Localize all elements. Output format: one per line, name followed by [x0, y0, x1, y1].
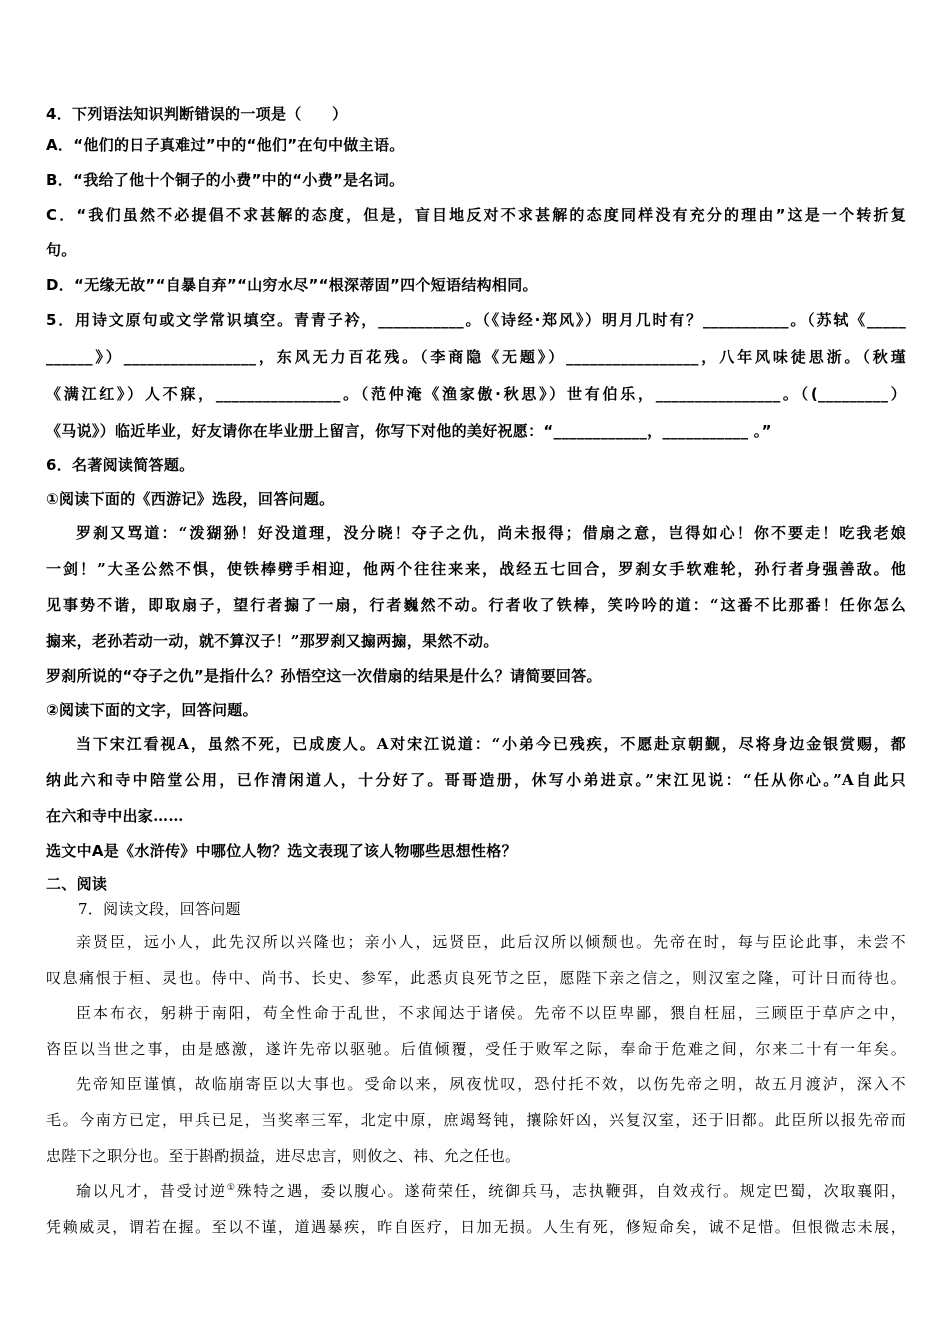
q5-line1: 5．用诗文原句或文学常识填空。青青子衿，___________。（《诗经·郑风》）明月几时有？___________。（苏轼《_____	[46, 311, 906, 329]
q6-part2-passage-line3: 在六和寺中出家……	[46, 807, 184, 825]
q5-line3: 《满江红》）人不寐，________________。（范仲淹《渔家傲·秋思》）世有伯乐，________________。（(_________）	[46, 385, 906, 403]
q7-passage-line6: 毛。今南方已定，甲兵已足，当奖率三军，北定中原，庶竭驽钝，攘除奸凶，兴复汉室，还于旧都。此臣所以报先帝而	[46, 1111, 906, 1129]
q6-stem: 6．名著阅读简答题。	[46, 456, 195, 474]
q5-line2: ______》）_________________，东风无力百花残。（李商隐《无题》）_________________，八年风味徒思浙。（秋瑾	[46, 348, 906, 366]
q7-line8-part-a: 瑜以凡才，昔受讨逆	[76, 1182, 227, 1200]
q6-part2-passage-line2: 纳此六和寺中陪堂公用，已作清闲道人，十分好了。哥哥造册，休写小弟进京。”宋江见说：“任从你心。”A自此只	[46, 771, 906, 789]
footnote-marker: ①	[226, 1183, 237, 1193]
q7-passage-line4: 咨臣以当世之事，由是感激，遂许先帝以驱驰。后值倾覆，受任于败军之际，奉命于危难之间，尔来二十有一年矣。	[46, 1040, 906, 1058]
q4-option-c-line1: C．“我们虽然不必提倡不求甚解的态度，但是，盲目地反对不求甚解的态度同样没有充分的理由”这是一个转折复	[46, 206, 906, 224]
q4-option-c-line2: 句。	[46, 241, 77, 259]
q6-part1-passage-line4: 搧来，老孙若动一动，就不算汉子！”那罗刹又搧两搧，果然不动。	[46, 632, 499, 650]
q5-line4: 《马说》）临近毕业，好友请你在毕业册上留言，你写下对他的美好祝愿：“____________，___________ 。”	[46, 422, 772, 440]
q7-line8-part-b: 殊特之遇，委以腹心。遂荷荣任，统御兵马，志执鞭弭，自效戎行。规定巴蜀，次取襄阳，	[236, 1182, 906, 1200]
q7-passage-line2: 叹息痛恨于桓、灵也。侍中、尚书、长史、参军，此悉贞良死节之臣，愿陛下亲之信之，则汉室之隆，可计日而待也。	[46, 969, 906, 987]
q6-part1-heading: ①阅读下面的《西游记》选段，回答问题。	[46, 490, 335, 508]
q4-stem: 4．下列语法知识判断错误的一项是（ ）	[46, 105, 348, 123]
q4-option-a: A．“他们的日子真难过”中的“他们”在句中做主语。	[46, 136, 405, 154]
q6-part2-passage-line1: 当下宋江看视A，虽然不死，已成废人。A对宋江说道：“小弟今已残疾，不愿赴京朝觐，尽将身边金银赏赐，都	[76, 735, 906, 753]
q7-passage-line8	[76, 1176, 906, 1206]
q4-option-d: D．“无缘无故”“自暴自弃”“山穷水尽”“根深蒂固”四个短语结构相同。	[46, 276, 538, 294]
q7-passage-line3: 臣本布衣，躬耕于南阳，苟全性命于乱世，不求闻达于诸侯。先帝不以臣卑鄙，猥自枉屈，三顾臣于草庐之中，	[76, 1004, 906, 1022]
q7-passage-line7: 忠陛下之职分也。至于斟酌损益，进尽忠言，则攸之、祎、允之任也。	[46, 1147, 521, 1165]
q6-part1-question: 罗刹所说的“夺子之仇”是指什么？孙悟空这一次借扇的结果是什么？请简要回答。	[46, 667, 602, 685]
section-heading-reading: 二、阅读	[46, 875, 108, 893]
q6-part2-heading: ②阅读下面的文字，回答问题。	[46, 701, 258, 719]
q7-passage-line1: 亲贤臣，远小人，此先汉所以兴隆也；亲小人，远贤臣，此后汉所以倾颓也。先帝在时，每与臣论此事，未尝不	[76, 933, 906, 951]
q6-part2-question: 选文中A是《水浒传》中哪位人物？选文表现了该人物哪些思想性格？	[46, 842, 517, 860]
q6-part1-passage-line1: 罗刹又骂道：“泼猢狲！好没道理，没分晓！夺子之仇，尚未报得；借扇之意，岂得如心！你不要走！吃我老娘	[76, 524, 906, 542]
q6-part1-passage-line2: 一剑！”大圣公然不惧，使铁棒劈手相迎，他两个往往来来，战经五七回合，罗刹女手软难轮，孙行者身强善敌。他	[46, 560, 906, 578]
q7-passage-line9: 凭赖威灵，谓若在握。至以不谨，道遇暴疾，昨自医疗，日加无损。人生有死，修短命矣，诚不足惜。但恨微志未展，	[46, 1218, 906, 1236]
q7-passage-line5: 先帝知臣谨慎，故临崩寄臣以大事也。受命以来，夙夜忧叹，恐付托不效，以伤先帝之明，故五月渡泸，深入不	[76, 1075, 906, 1093]
q6-part1-passage-line3: 见事势不谐，即取扇子，望行者搧了一扇，行者巍然不动。行者收了铁棒，笑吟吟的道：“这番不比那番！任你怎么	[46, 596, 906, 614]
q4-option-b: B．“我给了他十个铜子的小费”中的“小费”是名词。	[46, 171, 405, 189]
q7-stem: 7．阅读文段，回答问题	[78, 900, 241, 918]
